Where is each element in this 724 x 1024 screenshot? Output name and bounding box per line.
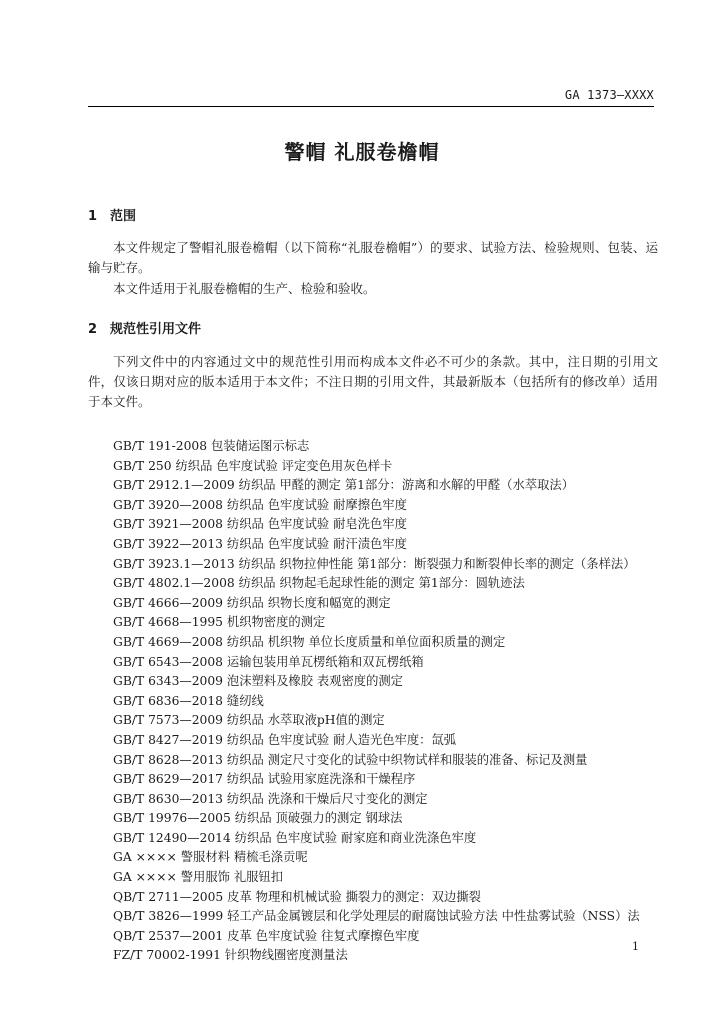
reference-item: GB/T 250 纺织品 色牢度试验 评定变色用灰色样卡 bbox=[113, 458, 393, 473]
reference-item: GB/T 12490—2014 纺织品 色牢度试验 耐家庭和商业洗涤色牢度 bbox=[113, 830, 477, 845]
header-rule bbox=[88, 106, 654, 107]
reference-item: GB/T 7573—2009 纺织品 水萃取液pH值的测定 bbox=[113, 713, 385, 728]
reference-item: QB/T 3826—1999 轻工产品金属镀层和化学处理层的耐腐蚀试验方法 中性盐雾试验（NSS）法 bbox=[113, 909, 640, 924]
section-1-number: 1 bbox=[88, 209, 98, 224]
section-2-number: 2 bbox=[88, 322, 98, 337]
reference-item: GB/T 3923.1—2013 纺织品 织物拉伸性能 第1部分：断裂强力和断裂伸长率的测定（条样法） bbox=[113, 556, 636, 571]
reference-item: QB/T 2711—2005 皮革 物理和机械试验 撕裂力的测定：双边撕裂 bbox=[113, 889, 481, 904]
reference-item: GB/T 6343—2009 泡沫塑料及橡胶 表观密度的测定 bbox=[113, 674, 403, 689]
reference-item: GB/T 19976—2005 纺织品 顶破强力的测定 钢球法 bbox=[113, 811, 403, 826]
reference-item: GA ×××× 警服材料 精梳毛涤贡呢 bbox=[113, 850, 308, 865]
reference-item: GB/T 8628—2013 纺织品 测定尺寸变化的试验中织物试样和服装的准备、标记及测量 bbox=[113, 752, 588, 767]
reference-item: GB/T 3921—2008 纺织品 色牢度试验 耐皂洗色牢度 bbox=[113, 517, 407, 532]
page-number: 1 bbox=[632, 940, 639, 953]
section-2-title: 规范性引用文件 bbox=[110, 322, 202, 337]
standard-code: GA 1373—XXXX bbox=[564, 88, 654, 102]
section-2-heading bbox=[88, 318, 201, 337]
document-title: 警帽 礼服卷檐帽 bbox=[284, 140, 440, 164]
reference-list bbox=[113, 437, 640, 966]
section-1-paragraph-1: 本文件规定了警帽礼服卷檐帽（以下简称“礼服卷檐帽”）的要求、试验方法、检验规则、包装、运输与贮存。 bbox=[88, 240, 658, 275]
reference-item: GB/T 4802.1—2008 纺织品 织物起毛起球性能的测定 第1部分：圆轨迹法 bbox=[113, 576, 525, 591]
reference-item: GB/T 2912.1—2009 纺织品 甲醛的测定 第1部分：游离和水解的甲醛（水萃取法） bbox=[113, 478, 575, 493]
reference-item: GB/T 191-2008 包装储运图示标志 bbox=[113, 439, 310, 453]
reference-item: GB/T 3922—2013 纺织品 色牢度试验 耐汗渍色牢度 bbox=[113, 536, 407, 551]
reference-item: GB/T 6543—2008 运输包装用单瓦楞纸箱和双瓦楞纸箱 bbox=[113, 654, 424, 669]
section-2-intro: 下列文件中的内容通过文中的规范性引用而构成本文件必不可少的条款。其中，注日期的引用文件，仅该日期对应的版本适用于本文件；不注日期的引用文件，其最新版本（包括所有的修改单）适用于本文件。 bbox=[88, 354, 658, 409]
reference-item: QB/T 2537—2001 皮革 色牢度试验 往复式摩擦色牢度 bbox=[113, 928, 420, 943]
reference-item: GB/T 3920—2008 纺织品 色牢度试验 耐摩擦色牢度 bbox=[113, 497, 407, 512]
section-1-paragraph-2: 本文件适用于礼服卷檐帽的生产、检验和验收。 bbox=[113, 281, 376, 296]
reference-item: GB/T 8630—2013 纺织品 洗涤和干燥后尺寸变化的测定 bbox=[113, 791, 428, 806]
reference-item: FZ/T 70002-1991 针织物线圈密度测量法 bbox=[113, 948, 348, 963]
reference-item: GB/T 4666—2009 纺织品 织物长度和幅宽的测定 bbox=[113, 595, 391, 610]
section-1-heading bbox=[88, 205, 136, 224]
reference-item: GB/T 8629—2017 纺织品 试验用家庭洗涤和干燥程序 bbox=[113, 772, 416, 787]
reference-item: GB/T 4668—1995 机织物密度的测定 bbox=[113, 615, 326, 630]
section-1-title: 范围 bbox=[110, 209, 137, 224]
reference-item: GA ×××× 警用服饰 礼服钮扣 bbox=[113, 870, 284, 885]
reference-item: GB/T 4669—2008 纺织品 机织物 单位长度质量和单位面积质量的测定 bbox=[113, 634, 506, 649]
reference-item: GB/T 8427—2019 纺织品 色牢度试验 耐人造光色牢度：氙弧 bbox=[113, 732, 457, 747]
reference-item: GB/T 6836—2018 缝纫线 bbox=[113, 693, 264, 708]
